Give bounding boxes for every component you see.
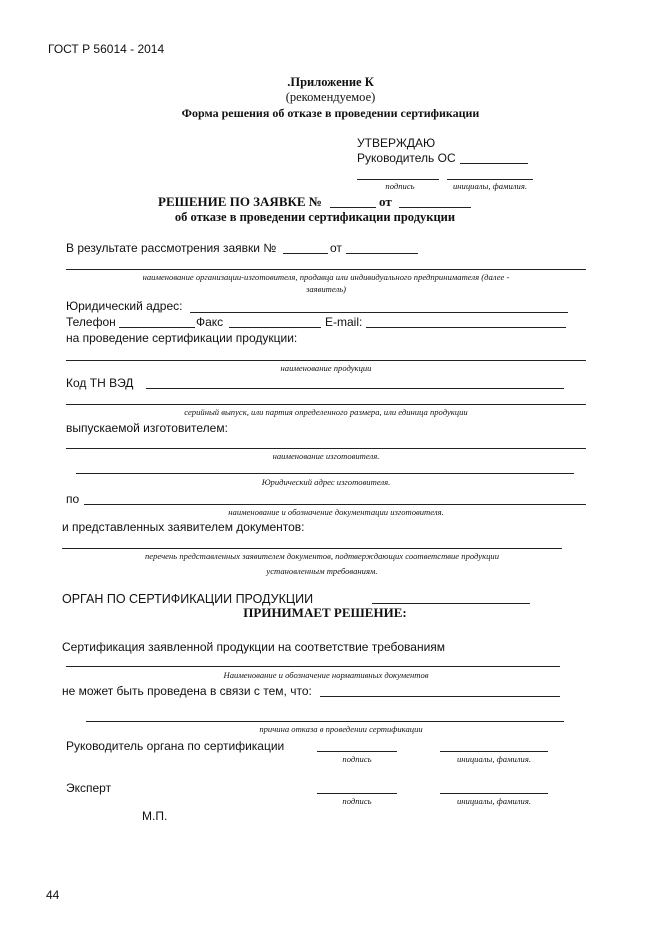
approval-label: УТВЕРЖДАЮ — [357, 136, 436, 150]
submitted-docs-caption: перечень представленных заявителем документов, подтверждающих соответствие продукции — [144, 551, 500, 561]
decision-title-prefix: РЕШЕНИЕ ПО ЗАЯВКЕ № — [158, 194, 322, 209]
conclusion-statement: Сертификация заявленной продукции на соответствие требованиям — [62, 640, 446, 654]
phone-field[interactable] — [119, 327, 195, 328]
appendix-subtitle: (рекомендуемое) — [285, 90, 376, 104]
standard-code: ГОСТ Р 56014 - 2014 — [48, 42, 165, 56]
page-number: 44 — [46, 888, 60, 902]
approval-signature-field[interactable] — [357, 179, 439, 180]
review-from: от — [330, 241, 342, 255]
review-text: В результате рассмотрения заявки № — [66, 241, 277, 255]
head-name-field[interactable] — [440, 751, 548, 752]
produced-by-label: выпускаемой изготовителем: — [66, 421, 228, 435]
normative-docs-field[interactable] — [66, 666, 560, 667]
appendix-title: .Приложение К — [287, 75, 374, 89]
product-caption: наименование продукции — [280, 363, 372, 373]
head-sign-caption: подпись — [342, 754, 372, 764]
manufacturer-address-field[interactable] — [76, 473, 574, 474]
submitted-docs-label: и представленных заявителем документов: — [62, 520, 305, 534]
stamp-place: М.П. — [142, 809, 168, 823]
cannot-be-label: не может быть проведена в связи с тем, что: — [62, 684, 312, 698]
decision-date-field[interactable] — [399, 207, 471, 208]
fax-label: Факс — [196, 315, 224, 329]
head-signature-field[interactable] — [317, 751, 397, 752]
authority-label: ОРГАН ПО СЕРТИФИКАЦИИ ПРОДУКЦИИ — [62, 592, 314, 606]
decision-subtitle: об отказе в проведении сертификации продукции — [174, 210, 456, 224]
decision-title-from: от — [379, 194, 392, 209]
normative-docs-caption: Наименование и обозначение нормативных документов — [223, 670, 429, 680]
fax-field[interactable] — [229, 327, 321, 328]
review-date-field[interactable] — [346, 253, 418, 254]
expert-label: Эксперт — [66, 781, 112, 795]
applicant-field[interactable] — [66, 269, 586, 270]
approval-head-field[interactable] — [460, 163, 528, 164]
decision-heading: ПРИНИМАЕТ РЕШЕНИЕ: — [243, 605, 407, 620]
head-name-caption: инициалы, фамилия. — [457, 754, 531, 764]
documentation-caption: наименование и обозначение документации изготовителя. — [228, 507, 444, 517]
form-title: Форма решения об отказе в проведении сертификации — [181, 106, 480, 120]
legal-address-label: Юридический адрес: — [66, 299, 183, 313]
reason-field-cont[interactable] — [86, 721, 564, 722]
expert-name-caption: инициалы, фамилия. — [457, 796, 531, 806]
expert-sign-caption: подпись — [342, 796, 372, 806]
reason-field[interactable] — [320, 696, 560, 697]
expert-name-field[interactable] — [440, 793, 548, 794]
reason-caption: причина отказа в проведении сертификации — [259, 724, 423, 734]
documentation-field[interactable] — [84, 504, 586, 505]
decision-number-field[interactable] — [330, 207, 376, 208]
authority-field[interactable] — [372, 603, 530, 604]
applicant-caption: наименование организации-изготовителя, продавца или индивидуального предпринимателя (далее - — [142, 272, 510, 282]
approval-sign-caption: подпись — [385, 181, 415, 191]
expert-signature-field[interactable] — [317, 793, 397, 794]
product-field[interactable] — [66, 360, 586, 361]
manufacturer-address-caption: Юридический адрес изготовителя. — [261, 477, 391, 487]
applicant-caption-cont: заявитель) — [306, 284, 346, 294]
manufacturer-field[interactable] — [66, 448, 586, 449]
certification-for-label: на проведение сертификации продукции: — [66, 331, 298, 345]
batch-field[interactable] — [66, 404, 586, 405]
submitted-docs-field[interactable] — [62, 548, 562, 549]
tnved-label: Код ТН ВЭД — [66, 376, 134, 390]
approval-head-label: Руководитель ОС — [357, 151, 456, 165]
legal-address-field[interactable] — [190, 312, 568, 313]
phone-label: Телефон — [66, 315, 116, 329]
by-label: по — [66, 492, 80, 506]
manufacturer-caption: наименование изготовителя. — [272, 451, 380, 461]
approval-name-field[interactable] — [447, 179, 533, 180]
submitted-docs-caption-cont: установленным требованиям. — [266, 566, 378, 576]
approval-name-caption: инициалы, фамилия. — [453, 181, 527, 191]
head-signature-label: Руководитель органа по сертификации — [66, 739, 285, 753]
batch-caption: серийный выпуск, или партия определенного размера, или единица продукции — [184, 407, 468, 417]
email-label: E-mail: — [325, 315, 363, 329]
tnved-field[interactable] — [146, 388, 564, 389]
email-field[interactable] — [366, 327, 566, 328]
review-number-field[interactable] — [283, 253, 328, 254]
